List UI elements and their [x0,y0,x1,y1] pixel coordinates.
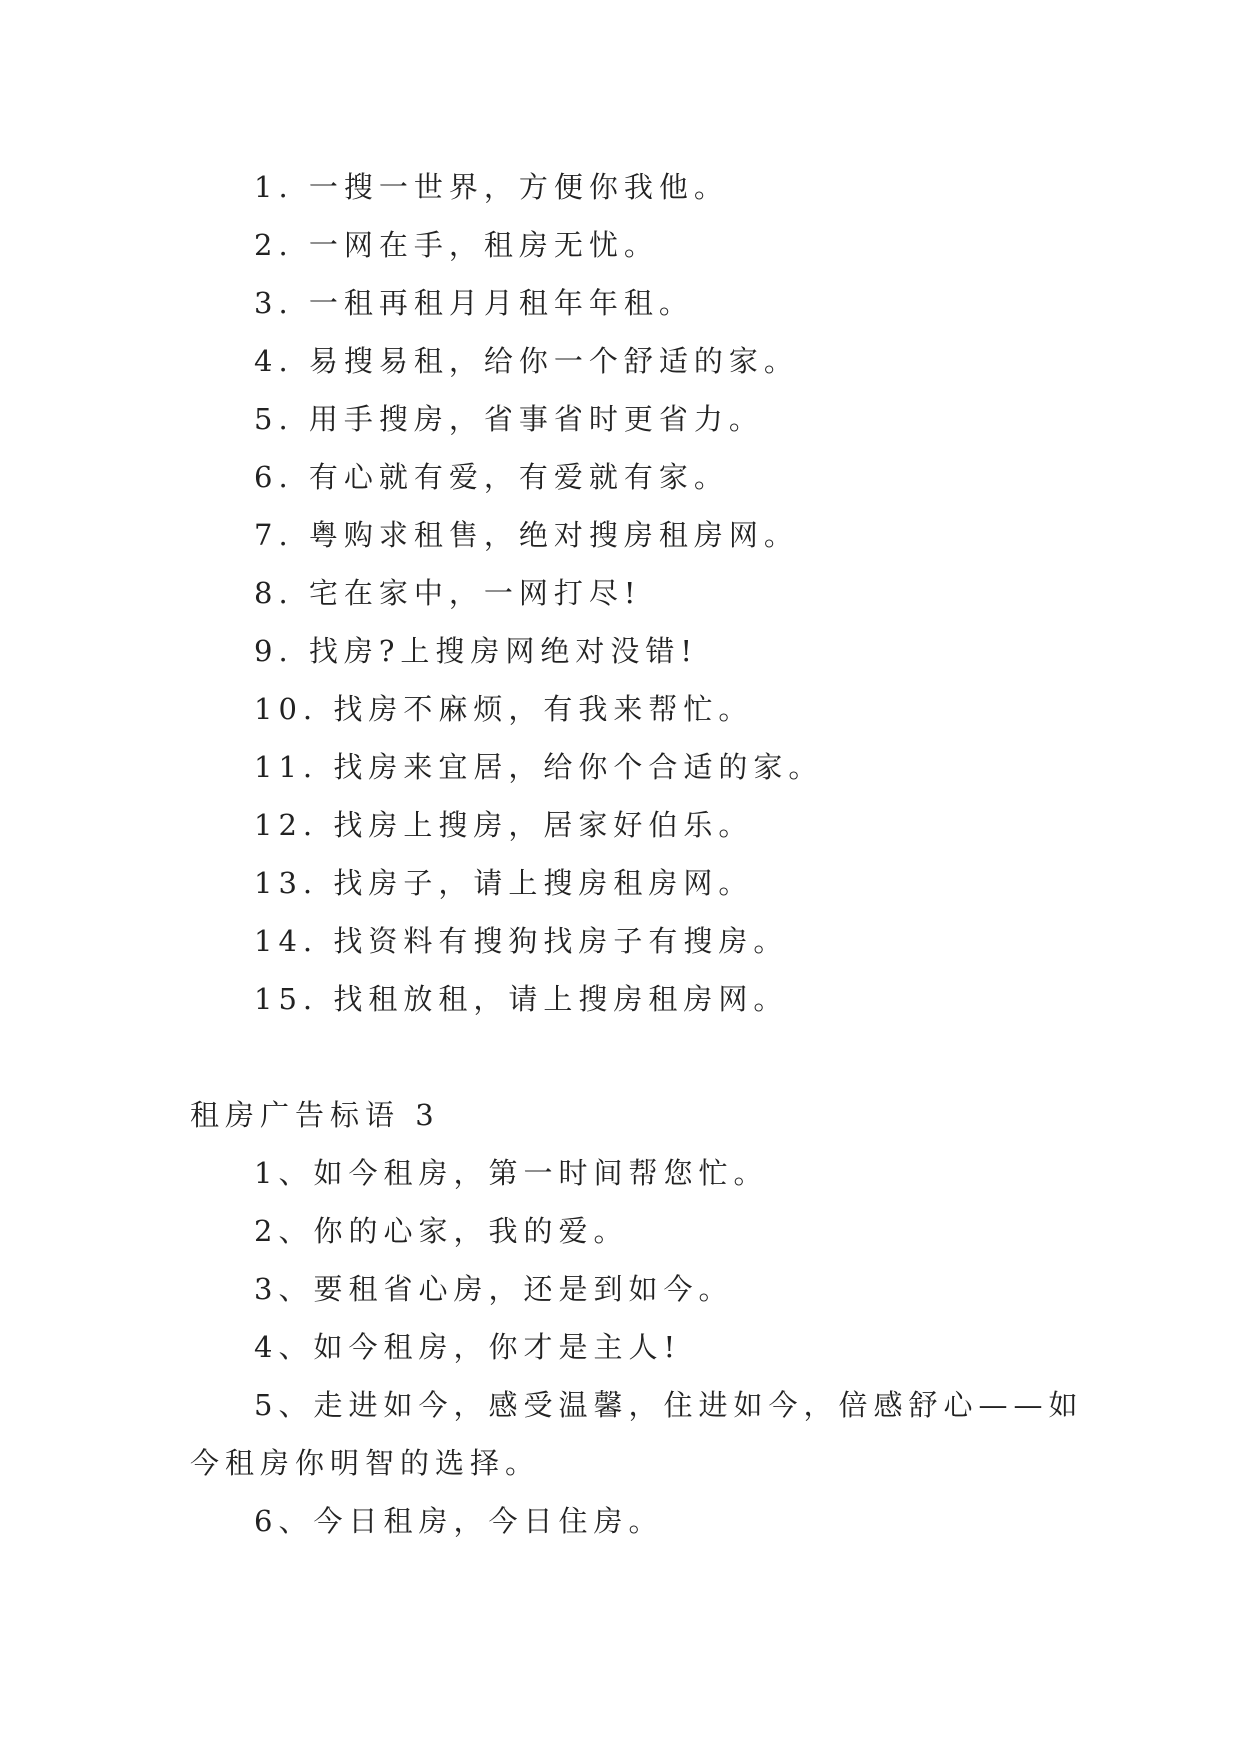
slogan-line: 12. 找房上搜房，居家好伯乐。 [254,808,754,842]
slogan-line: 9. 找房?上搜房网绝对没错! [254,634,699,668]
slogan-line: 15. 找租放租，请上搜房租房网。 [254,982,789,1016]
slogan-line: 2、你的心家，我的爱。 [254,1214,629,1248]
slogan-line: 6. 有心就有爱，有爱就有家。 [254,460,729,494]
slogan-line: 4、如今租房，你才是主人! [254,1330,682,1364]
slogan-line: 5. 用手搜房，省事省时更省力。 [254,402,764,436]
slogan-line: 10. 找房不麻烦，有我来帮忙。 [254,692,754,726]
slogan-line: 5、走进如今，感受温馨，住进如今，倍感舒心——如 [254,1388,1084,1422]
slogan-line: 2. 一网在手，租房无忧。 [254,228,659,262]
slogan-line: 7. 粤购求租售，绝对搜房租房网。 [254,518,799,552]
slogan-line: 3. 一租再租月月租年年租。 [254,286,694,320]
slogan-line-continued: 今租房你明智的选择。 [190,1446,541,1480]
slogan-line: 3、要租省心房，还是到如今。 [254,1272,734,1306]
slogan-line: 8. 宅在家中，一网打尽! [254,576,642,610]
section-heading: 租房广告标语 3 [190,1098,440,1132]
slogan-line: 14. 找资料有搜狗找房子有搜房。 [254,924,789,958]
slogan-line: 4. 易搜易租，给你一个舒适的家。 [254,344,799,378]
slogan-line: 1、如今租房，第一时间帮您忙。 [254,1156,769,1190]
slogan-line: 11. 找房来宜居，给你个合适的家。 [254,750,824,784]
slogan-line: 13. 找房子，请上搜房租房网。 [254,866,754,900]
slogan-line: 1. 一搜一世界，方便你我他。 [254,170,729,204]
slogan-line: 6、今日租房，今日住房。 [254,1504,664,1538]
